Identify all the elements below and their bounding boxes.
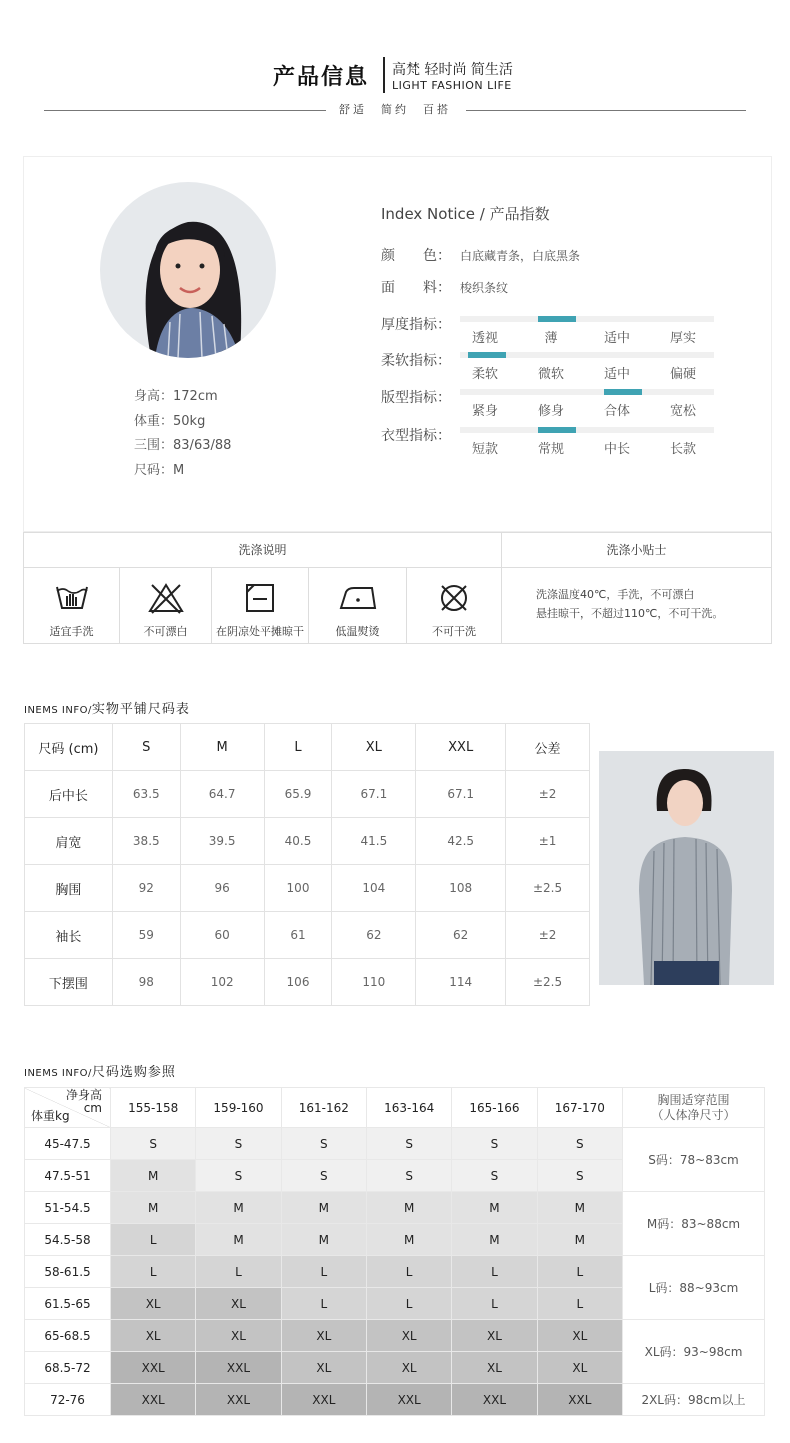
size-recommendation: L <box>196 1256 281 1288</box>
divider-right <box>466 110 746 111</box>
no-bleach-icon <box>148 582 184 614</box>
size-recommendation: L <box>281 1256 366 1288</box>
height-header: 161-162 <box>281 1088 366 1128</box>
size-header-row <box>25 724 590 771</box>
index-track <box>460 352 714 358</box>
index-label: 柔软指标： <box>381 353 451 369</box>
size-header-cell: 尺码 (cm) <box>25 724 113 771</box>
wash-section <box>23 532 772 644</box>
height-header: 167-170 <box>537 1088 622 1128</box>
chest-range: L码：88~93cm <box>623 1256 765 1320</box>
size-cell: 39.5 <box>180 818 264 865</box>
corner-height: 净身高 cm <box>65 1088 102 1115</box>
size-recommendation: XL <box>366 1352 451 1384</box>
weight-label: 58-61.5 <box>25 1256 111 1288</box>
size-cell: 104 <box>332 865 416 912</box>
stat-height: 身高：172cm <box>134 389 218 404</box>
size-recommendation: XL <box>281 1352 366 1384</box>
model-stats <box>134 385 231 483</box>
size-recommendation: S <box>537 1128 622 1160</box>
size-recommendation: XL <box>452 1320 537 1352</box>
size-recommendation: XL <box>111 1320 196 1352</box>
height-header: 159-160 <box>196 1088 281 1128</box>
line-dry-shade-icon <box>244 582 276 614</box>
index-track <box>460 389 714 395</box>
size-recommendation: L <box>366 1256 451 1288</box>
wash-header: 洗涤说明 <box>24 533 502 568</box>
size-recommendation: M <box>196 1192 281 1224</box>
size-cell: 62 <box>416 912 506 959</box>
index-option: 宽松 <box>669 404 696 419</box>
wash-item-dryclean <box>407 568 502 644</box>
size-header-cell: XXL <box>416 724 506 771</box>
ref-header-row <box>25 1088 765 1128</box>
size-recommendation: XL <box>111 1288 196 1320</box>
size-row <box>25 818 590 865</box>
size-header-cell: S <box>112 724 180 771</box>
index-option: 柔软 <box>471 367 498 382</box>
size-cell: 92 <box>112 865 180 912</box>
size-recommendation: M <box>366 1192 451 1224</box>
size-recommendation: S <box>196 1160 281 1192</box>
size-recommendation: XL <box>196 1320 281 1352</box>
size-header-cell: 公差 <box>506 724 590 771</box>
size-cell: 60 <box>180 912 264 959</box>
size-recommendation: M <box>537 1224 622 1256</box>
index-option: 常规 <box>537 442 564 457</box>
ref-row <box>25 1320 765 1352</box>
size-reference-table <box>24 1087 765 1416</box>
size-recommendation: M <box>281 1192 366 1224</box>
index-option: 中长 <box>603 442 630 457</box>
wash-item-dry <box>212 568 309 644</box>
color-label: 颜 色： <box>381 248 451 264</box>
index-marker <box>604 389 642 395</box>
index-label: 版型指标： <box>381 390 451 406</box>
size-recommendation: S <box>366 1128 451 1160</box>
size-cell: 62 <box>332 912 416 959</box>
size-recommendation: XL <box>452 1352 537 1384</box>
ref-table-title: INEMS INFO/尺码选购参照 <box>24 1065 176 1080</box>
size-recommendation: XXL <box>111 1384 196 1416</box>
chest-range: S码：78~83cm <box>623 1128 765 1192</box>
size-cell: 96 <box>180 865 264 912</box>
size-recommendation: XL <box>281 1320 366 1352</box>
corner-weight: 体重kg <box>31 1109 70 1123</box>
product-card <box>23 156 772 532</box>
stat-size: 尺码：M <box>134 462 185 478</box>
size-recommendation: L <box>366 1288 451 1320</box>
size-cell: 64.7 <box>180 771 264 818</box>
size-recommendation: L <box>537 1256 622 1288</box>
index-track <box>460 427 714 433</box>
brand-slogan: 高梵 轻时尚 简生活 <box>392 62 513 78</box>
size-recommendation: L <box>537 1288 622 1320</box>
size-cell: 61 <box>264 912 332 959</box>
wash-label-dry: 在阴凉处平摊晾干 <box>216 625 304 638</box>
size-cell: 98 <box>112 959 180 1006</box>
ref-row <box>25 1192 765 1224</box>
weight-label: 61.5-65 <box>25 1288 111 1320</box>
size-cell: 114 <box>416 959 506 1006</box>
size-cell: ±2 <box>506 771 590 818</box>
size-recommendation: L <box>111 1224 196 1256</box>
weight-label: 68.5-72 <box>25 1352 111 1384</box>
size-recommendation: M <box>366 1224 451 1256</box>
size-recommendation: M <box>111 1160 196 1192</box>
ref-row <box>25 1256 765 1288</box>
size-table <box>24 723 590 1006</box>
index-option: 合体 <box>603 404 630 419</box>
index-option: 长款 <box>669 442 696 457</box>
height-header: 155-158 <box>111 1088 196 1128</box>
size-cell: ±2.5 <box>506 865 590 912</box>
index-option: 修身 <box>537 404 564 419</box>
model-photo <box>599 751 774 985</box>
brand-slogan-en: LIGHT FASHION LIFE <box>392 79 512 92</box>
low-iron-icon <box>338 582 378 612</box>
size-row-label: 袖长 <box>25 912 113 959</box>
wash-label-hand: 适宜手洗 <box>49 625 94 638</box>
index-option: 薄 <box>544 331 558 346</box>
color-value: 白底藏青条，白底黑条 <box>460 249 581 263</box>
size-row-label: 胸围 <box>25 865 113 912</box>
size-recommendation: S <box>452 1128 537 1160</box>
size-recommendation: XL <box>537 1320 622 1352</box>
size-header-cell: L <box>264 724 332 771</box>
size-recommendation: M <box>281 1224 366 1256</box>
size-recommendation: XL <box>366 1320 451 1352</box>
size-row <box>25 771 590 818</box>
divider-left <box>44 110 326 111</box>
size-recommendation: XXL <box>366 1384 451 1416</box>
wash-tip-line-1: 洗涤温度40℃，手洗，不可漂白 <box>536 588 695 601</box>
size-cell: 40.5 <box>264 818 332 865</box>
size-recommendation: XXL <box>281 1384 366 1416</box>
size-cell: 42.5 <box>416 818 506 865</box>
index-option: 微软 <box>537 367 564 382</box>
tagline: 舒适 简约 百搭 <box>339 103 451 116</box>
index-option: 透视 <box>471 331 498 346</box>
size-recommendation: S <box>366 1160 451 1192</box>
wash-tips <box>536 585 723 623</box>
height-header: 163-164 <box>366 1088 451 1128</box>
weight-label: 72-76 <box>25 1384 111 1416</box>
index-marker <box>468 352 506 358</box>
size-table-title: INEMS INFO/实物平铺尺码表 <box>24 702 190 717</box>
page-header <box>0 55 790 95</box>
size-header-cell: XL <box>332 724 416 771</box>
size-recommendation: M <box>111 1192 196 1224</box>
index-option: 适中 <box>603 367 630 382</box>
title-divider <box>383 57 385 93</box>
size-cell: 100 <box>264 865 332 912</box>
size-recommendation: S <box>281 1160 366 1192</box>
size-recommendation: L <box>281 1288 366 1320</box>
index-option: 紧身 <box>471 404 498 419</box>
weight-label: 51-54.5 <box>25 1192 111 1224</box>
size-row-label: 下摆围 <box>25 959 113 1006</box>
size-recommendation: XL <box>196 1288 281 1320</box>
size-recommendation: S <box>196 1128 281 1160</box>
size-cell: 67.1 <box>416 771 506 818</box>
size-recommendation: XXL <box>196 1352 281 1384</box>
chest-range: M码：83~88cm <box>623 1192 765 1256</box>
weight-label: 65-68.5 <box>25 1320 111 1352</box>
wash-tips-header: 洗涤小贴士 <box>502 533 771 568</box>
size-header-cell: M <box>180 724 264 771</box>
size-recommendation: XXL <box>537 1384 622 1416</box>
fabric-label: 面 料： <box>381 280 451 296</box>
range-header: 胸围适穿范围 （人体净尺寸） <box>623 1088 765 1128</box>
ref-corner <box>25 1088 111 1128</box>
model-avatar <box>100 182 276 358</box>
size-cell: 38.5 <box>112 818 180 865</box>
size-row <box>25 865 590 912</box>
size-recommendation: S <box>537 1160 622 1192</box>
size-cell: 41.5 <box>332 818 416 865</box>
no-dry-clean-icon <box>438 582 470 614</box>
size-recommendation: L <box>452 1256 537 1288</box>
wash-label-iron: 低温熨烫 <box>335 625 380 638</box>
size-recommendation: M <box>452 1192 537 1224</box>
size-cell: 106 <box>264 959 332 1006</box>
size-row-label: 后中长 <box>25 771 113 818</box>
ref-row <box>25 1384 765 1416</box>
index-label: 衣型指标： <box>381 428 451 444</box>
ref-row <box>25 1128 765 1160</box>
page-title: 产品信息 <box>273 65 370 90</box>
wash-item-hand <box>24 568 120 644</box>
size-recommendation: M <box>537 1192 622 1224</box>
weight-label: 45-47.5 <box>25 1128 111 1160</box>
index-marker <box>538 427 576 433</box>
size-recommendation: XXL <box>111 1352 196 1384</box>
size-row <box>25 912 590 959</box>
index-option: 短款 <box>471 442 498 457</box>
size-cell: 63.5 <box>112 771 180 818</box>
notice-title: Index Notice / 产品指数 <box>381 205 550 223</box>
stat-weight: 体重：50kg <box>134 413 206 429</box>
chest-range: XL码：93~98cm <box>623 1320 765 1384</box>
size-cell: 108 <box>416 865 506 912</box>
size-recommendation: XXL <box>452 1384 537 1416</box>
fabric-value: 梭织条纹 <box>460 281 509 295</box>
weight-label: 47.5-51 <box>25 1160 111 1192</box>
size-recommendation: M <box>196 1224 281 1256</box>
size-recommendation: S <box>452 1160 537 1192</box>
wash-label-bleach: 不可漂白 <box>143 625 188 638</box>
index-label: 厚度指标： <box>381 317 451 333</box>
chest-range: 2XL码：98cm以上 <box>623 1384 765 1416</box>
size-cell: 59 <box>112 912 180 959</box>
size-recommendation: S <box>111 1128 196 1160</box>
size-cell: 110 <box>332 959 416 1006</box>
index-option: 适中 <box>603 331 630 346</box>
wash-label-dryclean: 不可干洗 <box>432 625 476 638</box>
size-recommendation: XXL <box>196 1384 281 1416</box>
size-recommendation: M <box>452 1224 537 1256</box>
size-cell: 67.1 <box>332 771 416 818</box>
size-recommendation: XL <box>537 1352 622 1384</box>
height-header: 165-166 <box>452 1088 537 1128</box>
size-recommendation: L <box>111 1256 196 1288</box>
wash-item-iron <box>309 568 407 644</box>
size-recommendation: L <box>452 1288 537 1320</box>
index-option: 厚实 <box>669 331 696 346</box>
size-cell: ±2 <box>506 912 590 959</box>
wash-item-bleach <box>120 568 212 644</box>
size-recommendation: S <box>281 1128 366 1160</box>
size-row <box>25 959 590 1006</box>
index-marker <box>538 316 576 322</box>
hand-wash-icon <box>54 582 90 612</box>
index-track <box>460 316 714 322</box>
stat-measurements: 三围：83/63/88 <box>134 438 232 453</box>
index-option: 偏硬 <box>669 367 696 382</box>
weight-label: 54.5-58 <box>25 1224 111 1256</box>
size-cell: 102 <box>180 959 264 1006</box>
wash-tip-line-2: 悬挂晾干，不超过110℃，不可干洗。 <box>536 607 724 620</box>
size-row-label: 肩宽 <box>25 818 113 865</box>
size-cell: ±2.5 <box>506 959 590 1006</box>
size-cell: ±1 <box>506 818 590 865</box>
size-cell: 65.9 <box>264 771 332 818</box>
